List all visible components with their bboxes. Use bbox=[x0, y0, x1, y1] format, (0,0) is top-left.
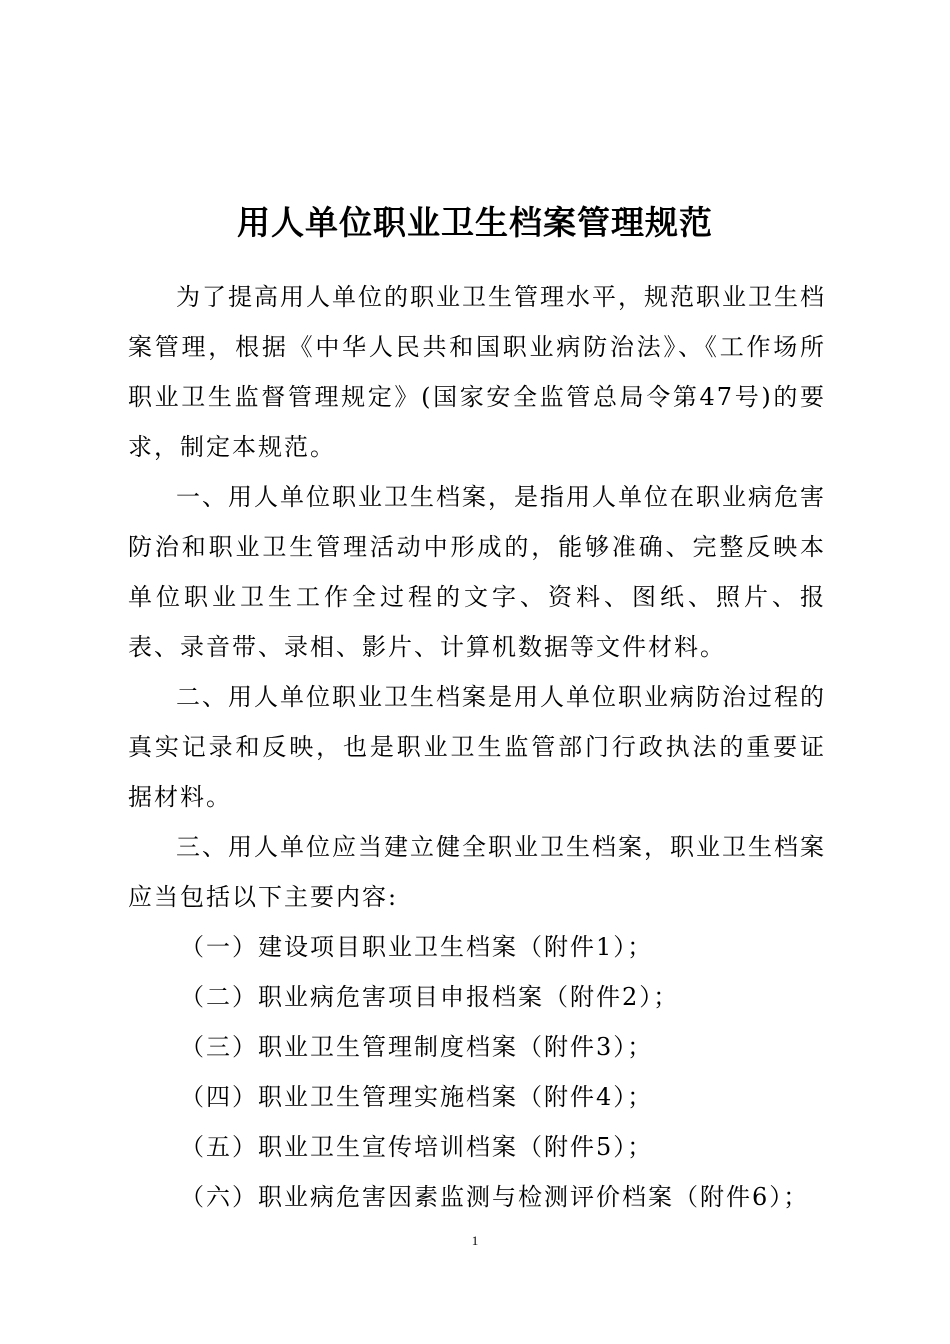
archive-list-item-4: （四）职业卫生管理实施档案（附件4）； bbox=[180, 1083, 654, 1111]
archive-list-item-3: （三）职业卫生管理制度档案（附件3）； bbox=[180, 1033, 654, 1061]
document-title: 用人单位职业卫生档案管理规范 bbox=[237, 203, 713, 242]
document-body bbox=[128, 272, 826, 1222]
archive-list-item-1: （一）建设项目职业卫生档案（附件1）； bbox=[180, 933, 654, 961]
archive-list-item-5: （五）职业卫生宣传培训档案（附件5）； bbox=[180, 1133, 654, 1161]
section-three-paragraph: 三、用人单位应当建立健全职业卫生档案，职业卫生档案应当包括以下主要内容: bbox=[128, 833, 826, 911]
section-one-paragraph: 一、用人单位职业卫生档案，是指用人单位在职业病危害防治和职业卫生管理活动中形成的，能够准确、完整反映本单位职业卫生工作全过程的文字、资料、图纸、照片、报表、录音带、录相、影片、计算机数据等文件材料。 bbox=[128, 483, 826, 661]
page-number: 1 bbox=[471, 1233, 479, 1248]
archive-list-item-2: （二）职业病危害项目申报档案（附件2）； bbox=[180, 983, 680, 1011]
archive-list-item-6: （六）职业病危害因素监测与检测评价档案（附件6）； bbox=[180, 1183, 810, 1211]
intro-paragraph: 为了提高用人单位的职业卫生管理水平，规范职业卫生档案管理，根据《中华人民共和国职业病防治法》、《工作场所职业卫生监督管理规定》(国家安全监管总局令第47号)的要求，制定本规范。 bbox=[128, 283, 826, 461]
section-two-paragraph: 二、用人单位职业卫生档案是用人单位职业病防治过程的真实记录和反映，也是职业卫生监管部门行政执法的重要证据材料。 bbox=[128, 683, 826, 811]
